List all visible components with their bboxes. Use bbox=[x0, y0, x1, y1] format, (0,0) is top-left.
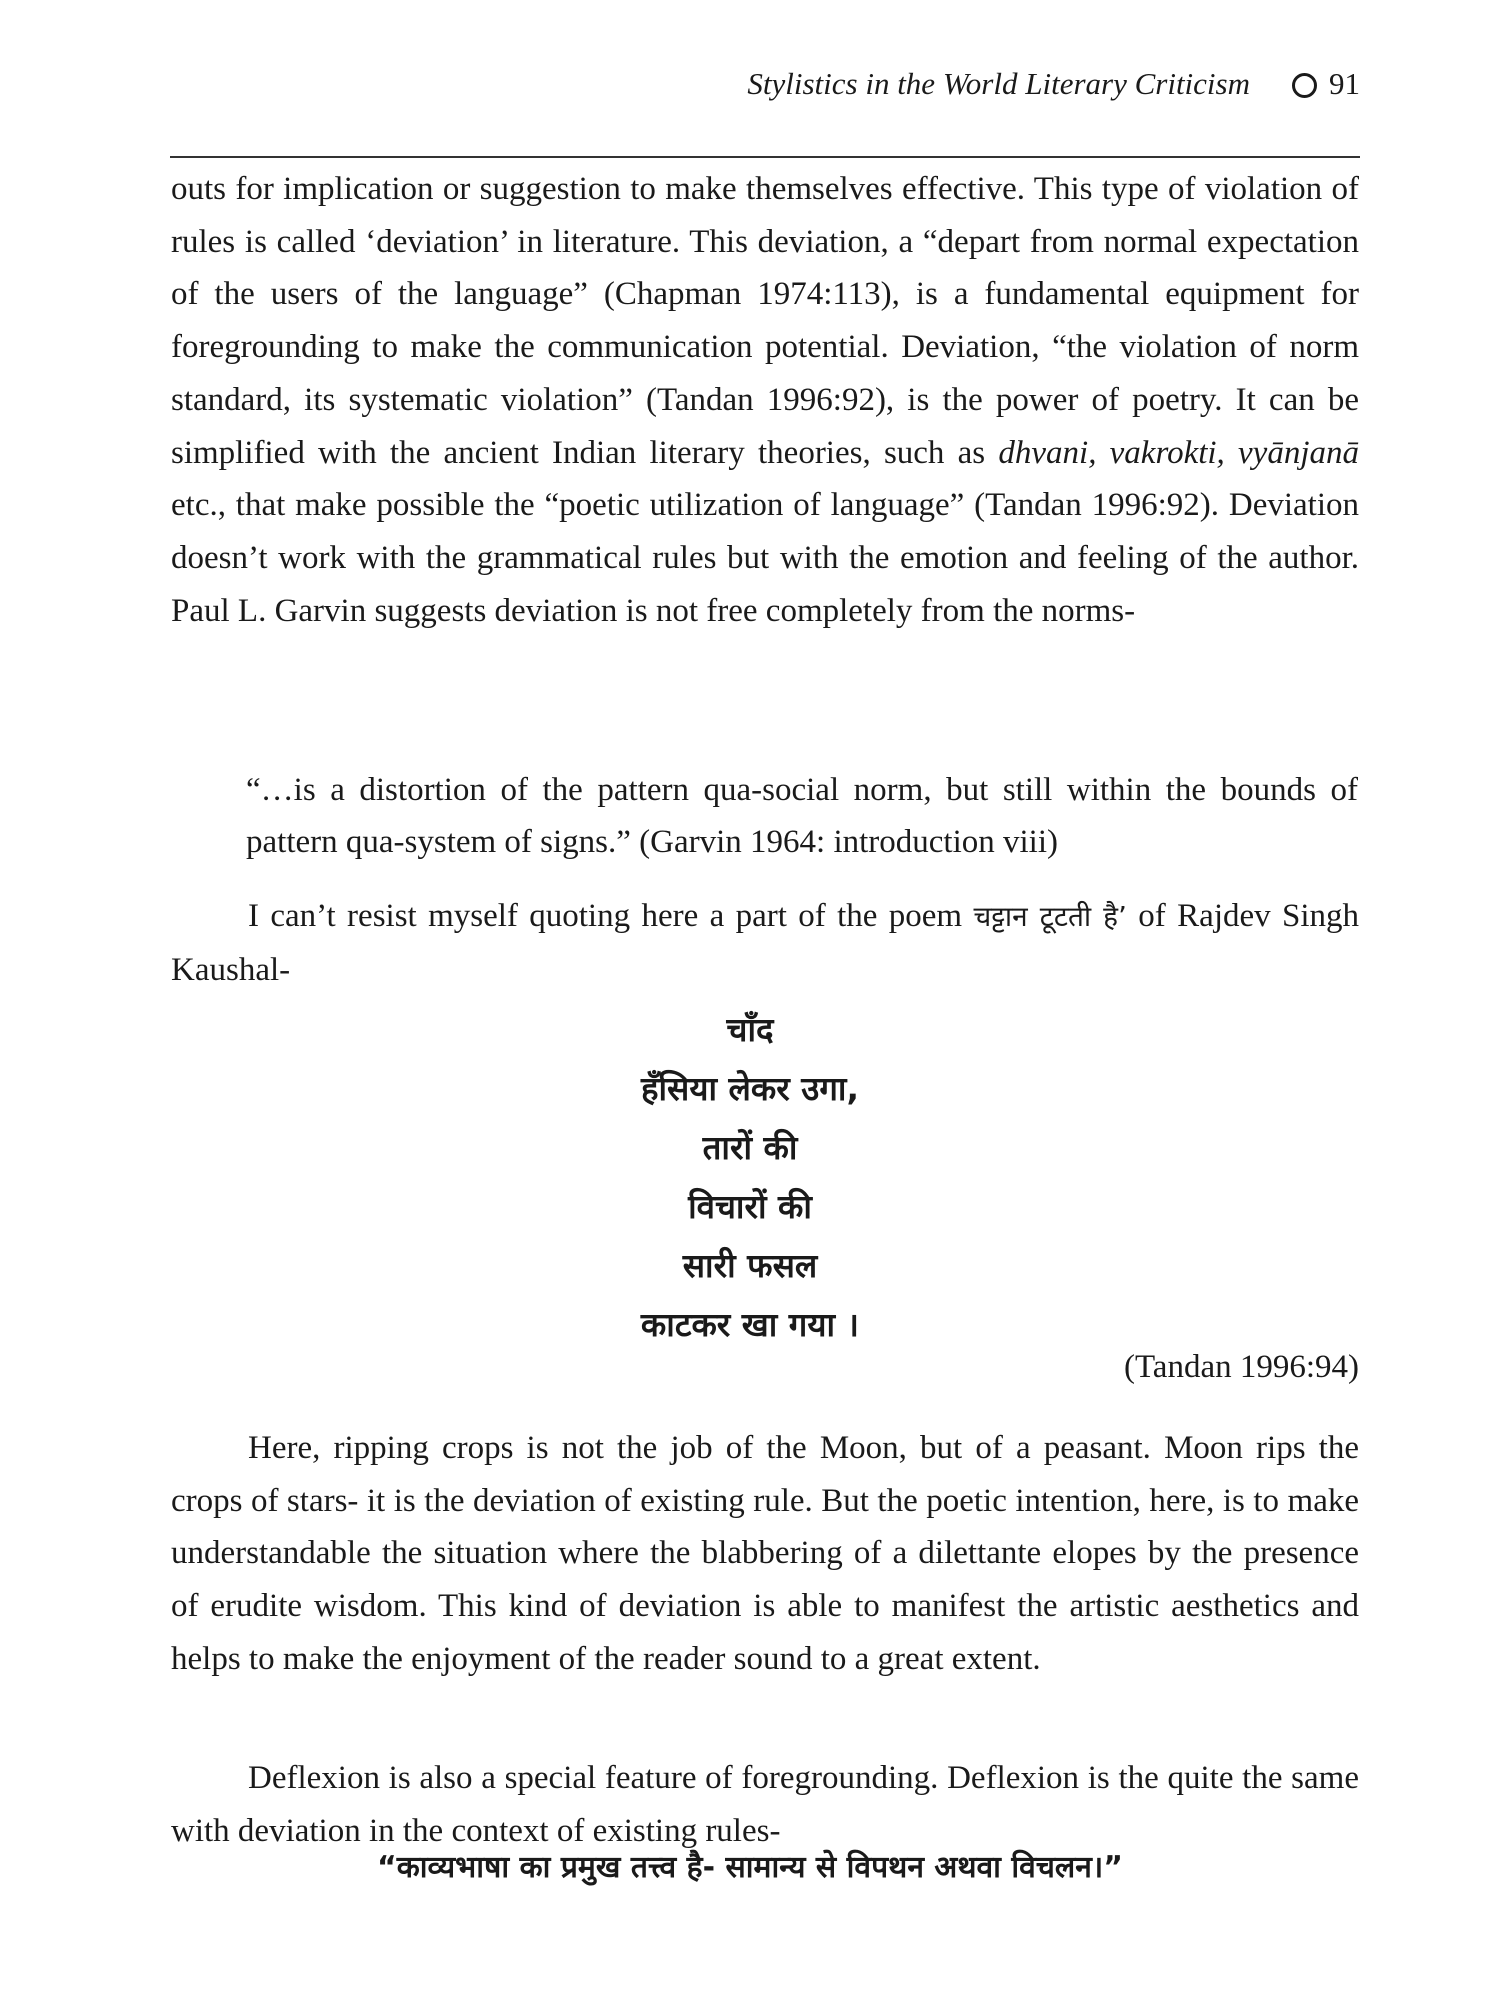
poem-line: तारों की bbox=[702, 1128, 798, 1167]
paragraph-1-text-b: etc., that make possible the “poetic utilization of language” (Tandan 1996:92). Deviation doesn’t work with the grammatical rules but with the emotion and feeling of the author. Paul L. Garvin suggests deviation is not free completely from the norms- bbox=[171, 487, 1359, 629]
circle-ornament-icon bbox=[1292, 73, 1317, 98]
poem-title-hindi: चट्टान टूटती है’ bbox=[973, 900, 1127, 933]
running-header-title: Stylistics in the World Literary Criticism bbox=[747, 66, 1250, 101]
poem-line: विचारों की bbox=[688, 1187, 812, 1226]
paragraph-4 bbox=[171, 1752, 1359, 1857]
poem-line: हँसिया लेकर उगा, bbox=[640, 1069, 859, 1108]
hindi-poem bbox=[0, 1000, 1500, 1354]
paragraph-3 bbox=[171, 1422, 1359, 1686]
paragraph-3-text: Here, ripping crops is not the job of the Moon, but of a peasant. Moon rips the crops of stars- it is the deviation of existing rule. But the poetic intention, here, is to make understandable the situation where the blabbering of a dilettante elopes by the presence of erudite wisdom. This kind of deviation is able to manifest the artistic aesthetics and helps to make the enjoyment of the reader sound to a great extent. bbox=[171, 1430, 1359, 1677]
hindi-quote: “काव्यभाषा का प्रमुख तत्त्व है- सामान्य से विपथन अथवा विचलन।” bbox=[377, 1850, 1123, 1885]
poem-line: काटकर खा गया । bbox=[640, 1305, 860, 1344]
poem-citation: (Tandan 1996:94) bbox=[1123, 1349, 1359, 1385]
paragraph-4-text: Deflexion is also a special feature of foregrounding. Deflexion is the quite the same with deviation in the context of existing rules- bbox=[171, 1760, 1359, 1849]
poem-line: सारी फसल bbox=[682, 1246, 818, 1285]
header-rule bbox=[170, 156, 1360, 158]
paragraph-1-text-a: outs for implication or suggestion to make themselves effective. This type of violation of rules is called ‘deviation’ in literature. This deviation, a “depart from normal expectation of the users of the language” (Chapman 1974:113), is a fundamental equipment for foregrounding to make the communication potential. Deviation, “the violation of norm standard, its systematic violation” (Tandan 1996:92), is the power of poetry. It can be simplified with the ancient Indian literary theories, such as bbox=[171, 171, 1359, 471]
garvin-quote: “…is a distortion of the pattern qua-social norm, but still within the bounds of pattern qua-system of signs.” (Garvin 1964: introduction viii) bbox=[246, 772, 1358, 860]
paragraph-1 bbox=[171, 163, 1359, 637]
paragraph-2-text-b: of Rajdev Singh Kaushal- bbox=[171, 898, 1360, 988]
poem-line: चाँद bbox=[726, 1010, 774, 1049]
paragraph-2-text-a: I can’t resist myself quoting here a part of the poem bbox=[248, 898, 974, 934]
paragraph-1-italic-terms: dhvani, vakrokti, vyānjanā bbox=[998, 434, 1359, 471]
page-number: 91 bbox=[1329, 66, 1360, 101]
paragraph-2 bbox=[171, 890, 1359, 996]
running-header bbox=[747, 66, 1360, 102]
